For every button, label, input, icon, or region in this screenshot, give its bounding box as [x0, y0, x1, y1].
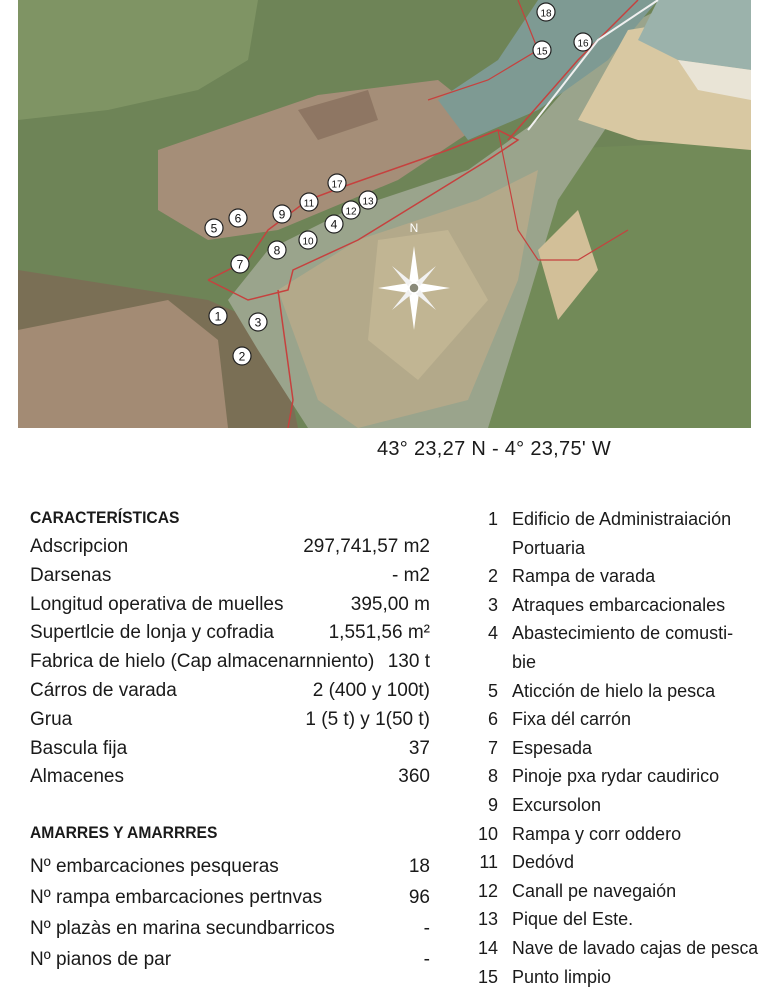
compass-north-label: N: [410, 221, 419, 235]
map-marker-label: 10: [302, 237, 314, 248]
legend-text: Espesada: [512, 734, 592, 763]
caracteristica-value: 1,551,56 m²: [329, 618, 430, 647]
legend-number: 13: [468, 905, 498, 934]
caracteristica-row: [30, 590, 430, 619]
legend-item: [468, 791, 758, 820]
amarre-value: 96: [409, 883, 430, 912]
amarre-value: -: [424, 945, 430, 974]
map-marker-18[interactable]: [537, 3, 555, 21]
legend-item: [468, 705, 758, 734]
caracteristica-row: [30, 647, 430, 676]
map-marker-12[interactable]: [342, 201, 360, 219]
amarre-label: Nº pianos de par: [30, 945, 171, 974]
legend-number: 14: [468, 934, 498, 963]
legend-item: [468, 734, 758, 763]
legend-text: Pinoje pxa rydar caudirico: [512, 762, 719, 791]
caracteristica-label: Longitud operativa de muelles: [30, 590, 284, 619]
legend-number: 8: [468, 762, 498, 791]
legend-number: 4: [468, 619, 498, 648]
caracteristica-value: 360: [398, 762, 430, 791]
legend-item: [468, 934, 758, 963]
map-marker-4[interactable]: [325, 215, 343, 233]
legend-text: Pique del Este.: [512, 905, 633, 934]
map-marker-label: 15: [536, 47, 548, 58]
map-marker-label: 2: [239, 350, 246, 364]
legend-number: 11: [468, 848, 498, 877]
legend-text: Dedóvd: [512, 848, 574, 877]
legend-text: Nave de lavado cajas de pesca: [512, 934, 758, 963]
map-marker-label: 4: [331, 218, 338, 232]
caracteristica-row: [30, 734, 430, 763]
map-marker-5[interactable]: [205, 219, 223, 237]
caracteristica-label: Grua: [30, 705, 72, 734]
caracteristica-label: Supertlcie de lonja y cofradia: [30, 618, 274, 647]
caracteristica-row: [30, 762, 430, 791]
legend-number: 10: [468, 820, 498, 849]
map-marker-6[interactable]: [229, 209, 247, 227]
legend-text: Edificio de Administraiación: [512, 505, 731, 534]
legend-text: Aticción de hielo la pesca: [512, 677, 715, 706]
caracteristica-row: [30, 676, 430, 705]
caracteristica-label: Fabrica de hielo (Cap almacenarnniento): [30, 647, 374, 676]
legend-text: Portuaria: [512, 534, 585, 563]
map-marker-2[interactable]: [233, 347, 251, 365]
legend-text: Rampa de varada: [512, 562, 655, 591]
legend-item: [468, 619, 758, 648]
map-marker-13[interactable]: [359, 191, 377, 209]
legend-item: [468, 505, 758, 534]
legend-text: Punto limpio: [512, 963, 611, 991]
legend-item: [468, 677, 758, 706]
caracteristica-row: [30, 618, 430, 647]
legend-item: [468, 820, 758, 849]
coordinates: 43° 23,27 N - 4° 23,75' W: [0, 438, 768, 461]
caracteristica-label: Almacenes: [30, 762, 124, 791]
legend-number: 3: [468, 591, 498, 620]
caracteristica-value: - m2: [392, 561, 430, 590]
map-marker-label: 11: [304, 199, 315, 210]
caracteristica-label: Adscripcion: [30, 532, 128, 561]
map-marker-3[interactable]: [249, 313, 267, 331]
amarre-row: [30, 914, 430, 943]
map-marker-label: 1: [215, 310, 222, 324]
legend-list: [468, 505, 758, 991]
aerial-map[interactable]: [18, 0, 751, 428]
map-marker-8[interactable]: [268, 241, 286, 259]
map-marker-16[interactable]: [574, 33, 592, 51]
map-marker-7[interactable]: [231, 255, 249, 273]
legend-item: [468, 877, 758, 906]
amarre-row: [30, 945, 430, 974]
map-marker-label: 8: [274, 244, 281, 258]
caracteristica-value: 395,00 m: [351, 590, 430, 619]
legend-number: 5: [468, 677, 498, 706]
legend-number: 6: [468, 705, 498, 734]
map-marker-11[interactable]: [300, 193, 318, 211]
caracteristica-label: Darsenas: [30, 561, 111, 590]
map-marker-label: 9: [279, 208, 286, 222]
caracteristica-row: [30, 705, 430, 734]
map-marker-label: 6: [235, 212, 242, 226]
legend-text: Canall pe navegaión: [512, 877, 676, 906]
caracteristica-label: Bascula fija: [30, 734, 127, 763]
legend-number: 12: [468, 877, 498, 906]
caracteristica-value: 297,741,57 m2: [303, 532, 430, 561]
map-marker-label: 18: [540, 9, 552, 20]
legend-number: [468, 534, 498, 563]
amarre-label: Nº rampa embarcaciones pertnvas: [30, 883, 322, 912]
caracteristica-row: [30, 561, 430, 590]
map-marker-17[interactable]: [328, 174, 346, 192]
map-marker-label: 13: [362, 197, 374, 208]
legend-text: Abastecimiento de comusti-: [512, 619, 733, 648]
caracteristica-label: Cárros de varada: [30, 676, 177, 705]
legend-text: Atraques embarcacionales: [512, 591, 725, 620]
amarre-label: Nº plazàs en marina secundbarricos: [30, 914, 335, 943]
amarre-value: -: [424, 914, 430, 943]
caracteristicas-heading: CARACTERÍSTICAS: [30, 508, 179, 528]
legend-item: [468, 762, 758, 791]
map-marker-label: 5: [211, 222, 218, 236]
caracteristica-value: 1 (5 t) y 1(50 t): [305, 705, 430, 734]
legend-number: 15: [468, 963, 498, 991]
legend-number: 9: [468, 791, 498, 820]
amarre-value: 18: [409, 852, 430, 881]
caracteristica-value: 2 (400 y 100t): [313, 676, 430, 705]
legend-text: Excursolon: [512, 791, 601, 820]
legend-number: 7: [468, 734, 498, 763]
legend-number: 2: [468, 562, 498, 591]
map-marker-label: 16: [577, 39, 589, 50]
legend-item: [468, 963, 758, 991]
legend-item: [468, 648, 758, 677]
amarres-heading: AMARRES Y AMARRRES: [30, 823, 217, 843]
legend-item: [468, 591, 758, 620]
legend-text: bie: [512, 648, 536, 677]
legend-item: [468, 534, 758, 563]
amarre-label: Nº embarcaciones pesqueras: [30, 852, 279, 881]
map-marker-10[interactable]: [299, 231, 317, 249]
amarre-row: [30, 883, 430, 912]
map-marker-1[interactable]: [209, 307, 227, 325]
map-marker-9[interactable]: [273, 205, 291, 223]
legend-number: 1: [468, 505, 498, 534]
map-marker-label: 12: [345, 207, 357, 218]
legend-number: [468, 648, 498, 677]
legend-item: [468, 848, 758, 877]
caracteristica-row: [30, 532, 430, 561]
legend-item: [468, 562, 758, 591]
legend-text: Fixa dél carrón: [512, 705, 631, 734]
caracteristica-value: 37: [409, 734, 430, 763]
legend-text: Rampa y corr oddero: [512, 820, 681, 849]
map-marker-label: 17: [331, 180, 343, 191]
map-marker-label: 7: [237, 258, 244, 272]
caracteristica-value: 130 t: [388, 647, 430, 676]
legend-item: [468, 905, 758, 934]
amarre-row: [30, 852, 430, 881]
map-marker-label: 3: [255, 316, 262, 330]
map-marker-15[interactable]: [533, 41, 551, 59]
